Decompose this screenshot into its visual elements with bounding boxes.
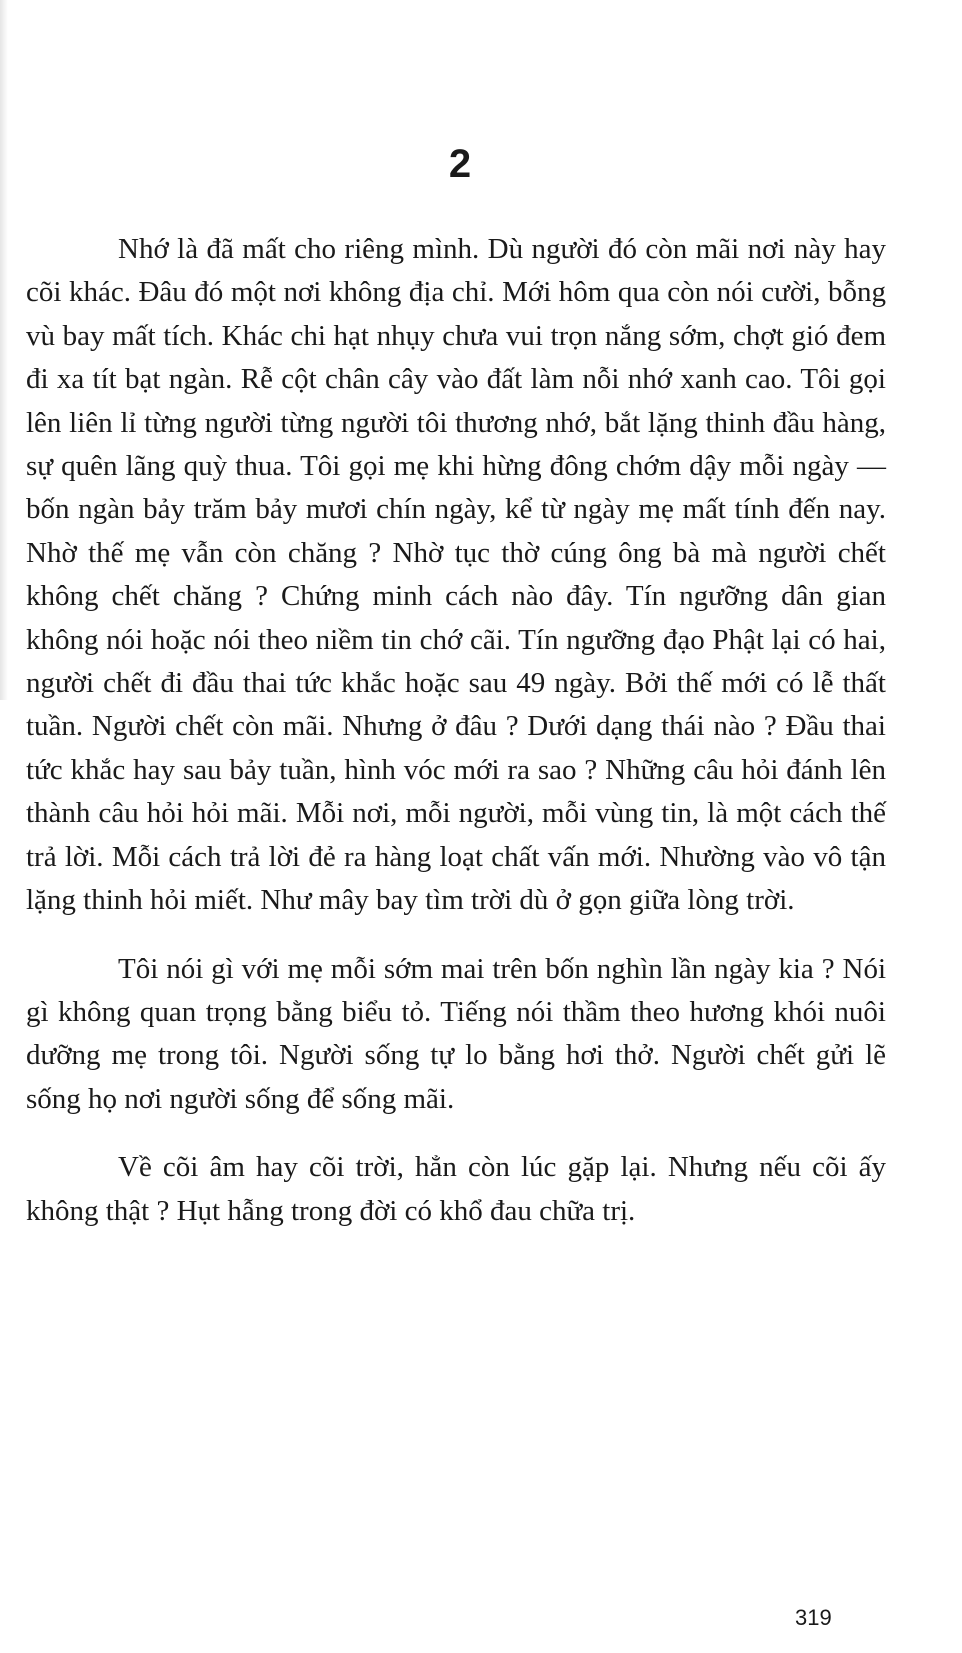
scan-shadow [0,0,8,700]
paragraph: Nhớ là đã mất cho riêng mình. Dù người đó còn mãi nơi này hay cõi khác. Đâu đó một nơi không địa chỉ. Mới hôm qua còn nói cười, bỗng vù bay mất tích. Khác chi hạt nhụy chưa vui trọn nắng sớm, chợt gió đem đi xa tít bạt ngàn. Rễ cột chân cây vào đất làm nỗi nhớ xanh cao. Tôi gọi lên liên lỉ từng người từng người tôi thương nhớ, bắt lặng thinh đầu hàng, sự quên lãng quỳ thua. Tôi gọi mẹ khi hừng đông chớm dậy mỗi ngày — bốn ngàn bảy trăm bảy mươi chín ngày, kể từ ngày mẹ mất tính đến nay. Nhờ thế mẹ vẫn còn chăng ? Nhờ tục thờ cúng ông bà mà người chết không chết chăng ? Chứng minh cách nào đây. Tín ngưỡng dân gian không nói hoặc nói theo niềm tin chớ cãi. Tín ngưỡng đạo Phật lại có hai, người chết đi đầu thai tức khắc hoặc sau 49 ngày. Bởi thế mới có lễ thất tuần. Người chết còn mãi. Nhưng ở đâu ? Dưới dạng thái nào ? Đầu thai tức khắc hay sau bảy tuần, hình vóc mới ra sao ? Những câu hỏi đánh lên thành câu hỏi hỏi mãi. Mỗi nơi, mỗi người, mỗi vùng tin, là một cách thế trả lời. Mỗi cách trả lời đẻ ra hàng loạt chất vấn mới. Nhường vào vô tận lặng thinh hỏi miết. Như mây bay tìm trời dù ở gọn giữa lòng trời. [26,233,886,917]
chapter-number: 2 [448,142,472,186]
paragraph: Tôi nói gì với mẹ mỗi sớm mai trên bốn nghìn lần ngày kia ? Nói gì không quan trọng bằng biểu tỏ. Tiếng nói thầm theo hương khói nuôi dưỡng mẹ trong tôi. Người sống tự lo bằng hơi thở. Người chết gửi lẽ sống họ nơi người sống để sống mãi. [26,952,886,1115]
page-number: 319 [795,1605,832,1630]
paragraph: Về cõi âm hay cõi trời, hẳn còn lúc gặp lại. Nhưng nếu cõi ấy không thật ? Hụt hẫng trong đời có khổ đau chữa trị. [26,1151,886,1227]
chapter-body [26,228,886,1258]
